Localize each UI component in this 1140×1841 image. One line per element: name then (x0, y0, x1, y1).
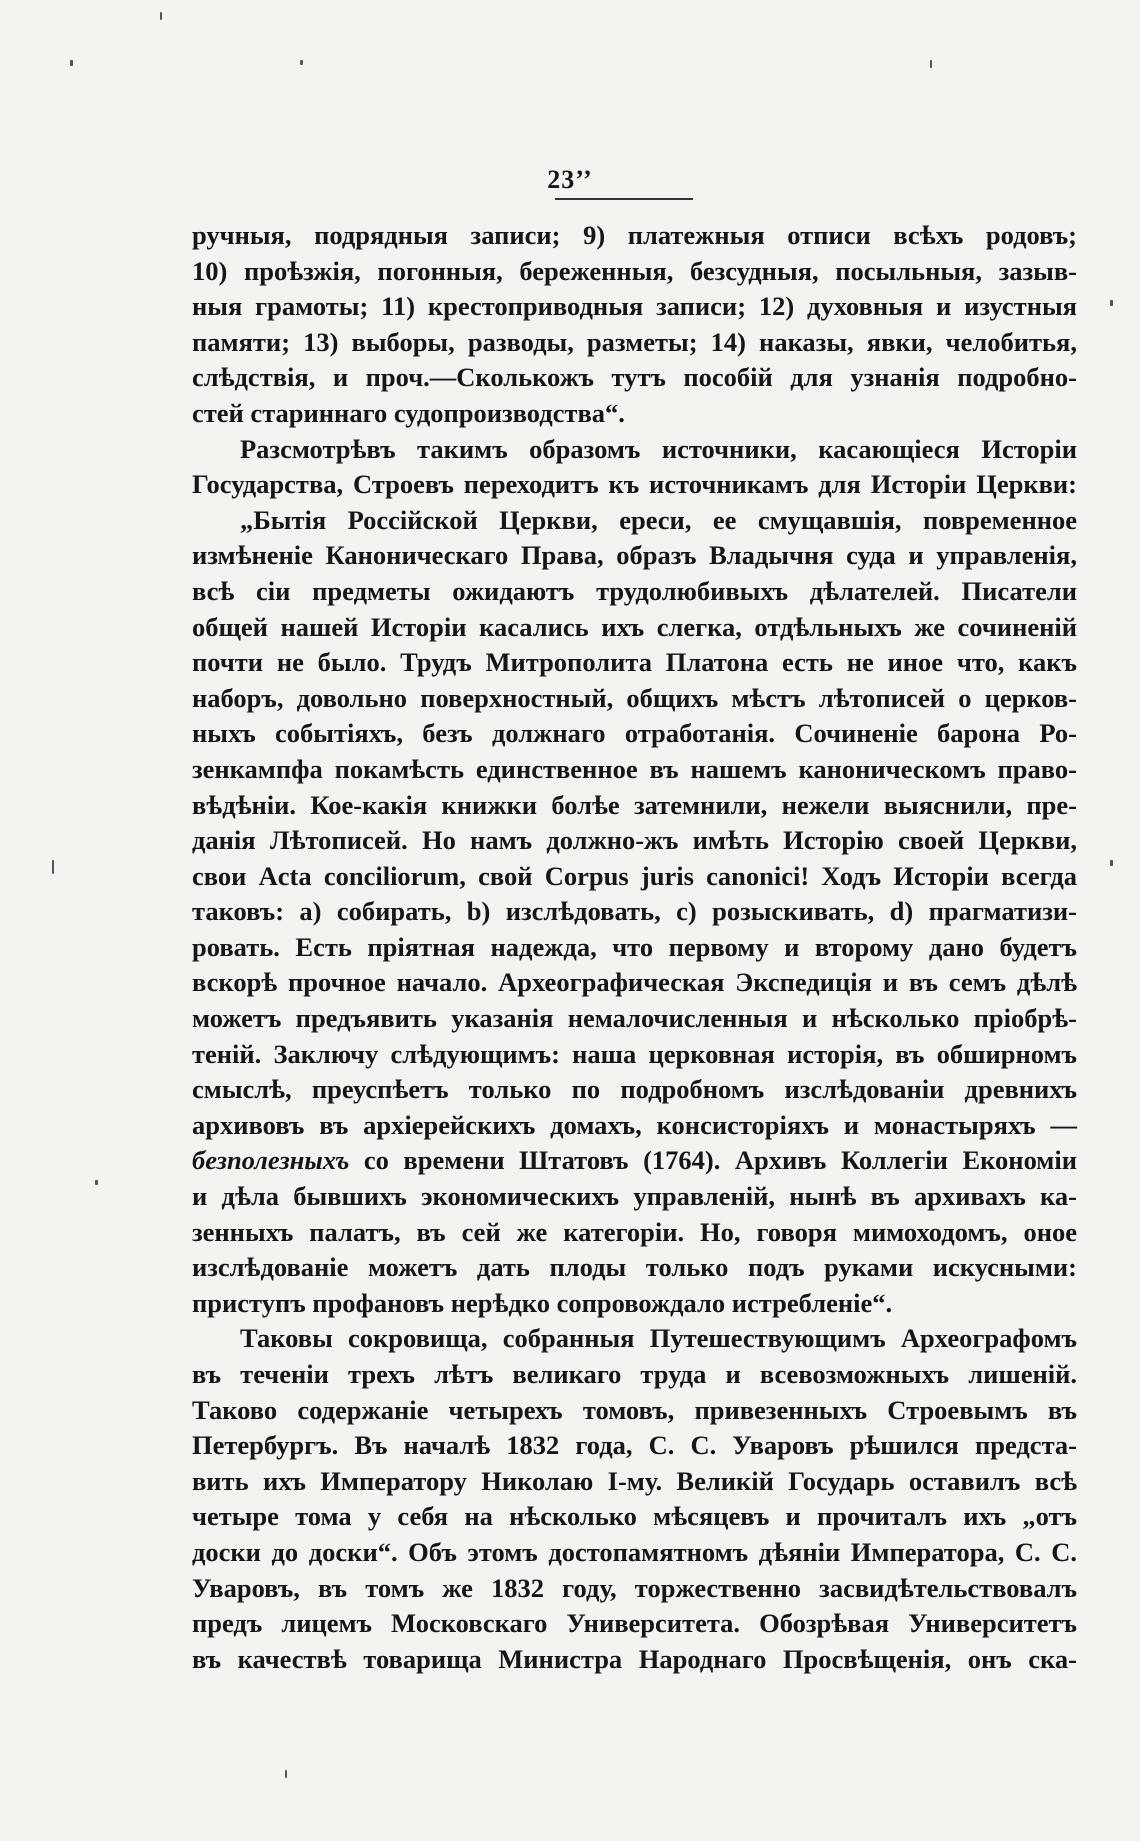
header-rule (555, 198, 693, 200)
paragraph-2 (192, 432, 1077, 1322)
paragraph-1 (192, 218, 1077, 432)
text-line: общей нашей Исторіи касались ихъ слегка, отдѣльныхъ же сочиненій (192, 611, 1077, 642)
scan-speck (300, 60, 303, 65)
text-line: измѣненіе Каноническаго Права, образъ Владычня суда и управленія, (192, 540, 1077, 571)
scan-speck (52, 860, 54, 874)
text-line: Таково содержаніе четырехъ томовъ, привезенныхъ Строевымъ въ (192, 1394, 1077, 1425)
text-line: Государства, Строевъ переходитъ къ источникамъ для Исторіи Церкви: (192, 469, 1077, 500)
text-line: доски до доски“. Объ этомъ достопамятномъ дѣяніи Императора, С. С. (192, 1536, 1077, 1567)
page-number: 23’’ (547, 165, 593, 194)
text-line: вѣдѣніи. Кое-какія книжки болѣе затемнили, нежели выяснили, пре- (192, 789, 1077, 820)
text-line: архивовъ въ архіерейскихъ домахъ, консисторіяхъ и монастыряхъ — (192, 1109, 1077, 1140)
text-line: 10) проѣзжія, погонныя, береженныя, безсудныя, посыльныя, зазыв- (192, 255, 1077, 286)
text-line: Петербургъ. Въ началѣ 1832 года, С. С. Уваровъ рѣшился предста- (192, 1430, 1077, 1461)
text-line: смыслѣ, преуспѣетъ только по подробномъ изслѣдованіи древнихъ (192, 1074, 1077, 1105)
scan-speck (285, 1770, 287, 1778)
text-line: почти не было. Трудъ Митрополита Платона есть не иное что, какъ (192, 647, 1077, 678)
text-line: свои Acta conciliorum, свой Corpus juris canonici! Ходъ Исторіи всегда (192, 860, 1077, 891)
text-line: приступъ профановъ нерѣдко сопровождало истребленіе“. (192, 1287, 893, 1318)
text-line: стей стариннаго судопроизводства“. (192, 397, 625, 428)
text-line: ручныя, подрядныя записи; 9) платежныя отписи всѣхъ родовъ; (192, 220, 1077, 250)
text-line: Таковы сокровища, собранныя Путешествующимъ Археографомъ (240, 1323, 1077, 1354)
text-line: вскорѣ прочное начало. Археографическая Экспедиція и въ семъ дѣлѣ (192, 967, 1077, 998)
paragraph-3 (192, 1321, 1077, 1677)
text-line: изслѣдованіе можетъ дать плоды только подъ руками искусными: (192, 1252, 1077, 1283)
page-text (192, 218, 1077, 1677)
scan-speck (70, 60, 73, 66)
text-line: въ теченіи трехъ лѣтъ великаго труда и всевозможныхъ лишеній. (192, 1359, 1077, 1389)
text-line: и дѣла бывшихъ экономическихъ управленій, нынѣ въ архивахъ ка- (192, 1181, 1077, 1212)
scan-speck (1110, 300, 1113, 306)
text-line: безполезныхъ со времени Штатовъ (1764). Архивъ Коллегіи Економіи (192, 1145, 1077, 1176)
text-line: Разсмотрѣвъ такимъ образомъ источники, касающіеся Исторіи (240, 433, 1077, 464)
text-line: ныхъ событіяхъ, безъ должнаго отработанія. Сочиненіе барона Ро- (192, 718, 1077, 749)
text-line: четыре тома у себя на нѣсколько мѣсяцевъ и прочиталъ ихъ „отъ (192, 1501, 1077, 1532)
scan-speck (95, 1180, 98, 1185)
italic-word: безполезныхъ (192, 1145, 350, 1176)
text-line: въ качествѣ товарища Министра Народнаго Просвѣщенія, онъ ска- (192, 1643, 1077, 1674)
text-line: наборъ, довольно поверхностный, общихъ мѣстъ лѣтописей о церков- (192, 682, 1077, 713)
text-line: зенкампфа покамѣсть единственное въ нашемъ каноническомъ право- (192, 753, 1077, 784)
text-line: „Бытія Россійской Церкви, ереси, ее смущавшія, повременное (240, 504, 1077, 535)
text-line: всѣ сіи предметы ожидаютъ трудолюбивыхъ дѣлателей. Писатели (192, 575, 1077, 606)
text-line: теній. Заключу слѣдующимъ: наша церковная исторія, въ обширномъ (192, 1038, 1077, 1069)
text-line: ныя грамоты; 11) крестоприводныя записи; 12) духовныя и изустныя (192, 291, 1077, 322)
text-line: памяти; 13) выборы, разводы, разметы; 14) наказы, явки, челобитья, (192, 326, 1077, 357)
text-line: предъ лицемъ Московскаго Университета. Обозрѣвая Университетъ (192, 1608, 1077, 1639)
text-line: Уваровъ, въ томъ же 1832 году, торжественно засвидѣтельствовалъ (192, 1572, 1077, 1603)
scan-speck (930, 60, 932, 68)
text-line: ровать. Есть пріятная надежда, что первому и второму дано будетъ (192, 931, 1077, 962)
text-line: вить ихъ Императору Николаю I-му. Великій Государь оставилъ всѣ (192, 1465, 1077, 1496)
text-line: можетъ предъявить указанія немалочисленныя и нѣсколько пріобрѣ- (192, 1003, 1077, 1034)
scan-speck (1110, 860, 1113, 866)
text-line: данія Лѣтописей. Но намъ должно-жъ имѣть Исторію своей Церкви, (192, 825, 1077, 856)
text-line: зенныхъ палатъ, въ сей же категоріи. Но, говоря мимоходомъ, оное (192, 1216, 1077, 1247)
text-line: таковъ: a) собирать, b) изслѣдовать, c) розыскивать, d) прагматизи- (192, 896, 1077, 927)
scan-speck (160, 12, 162, 20)
text-line: слѣдствія, и проч.—Сколькожъ тутъ пособій для узнанія подробно- (192, 362, 1077, 393)
